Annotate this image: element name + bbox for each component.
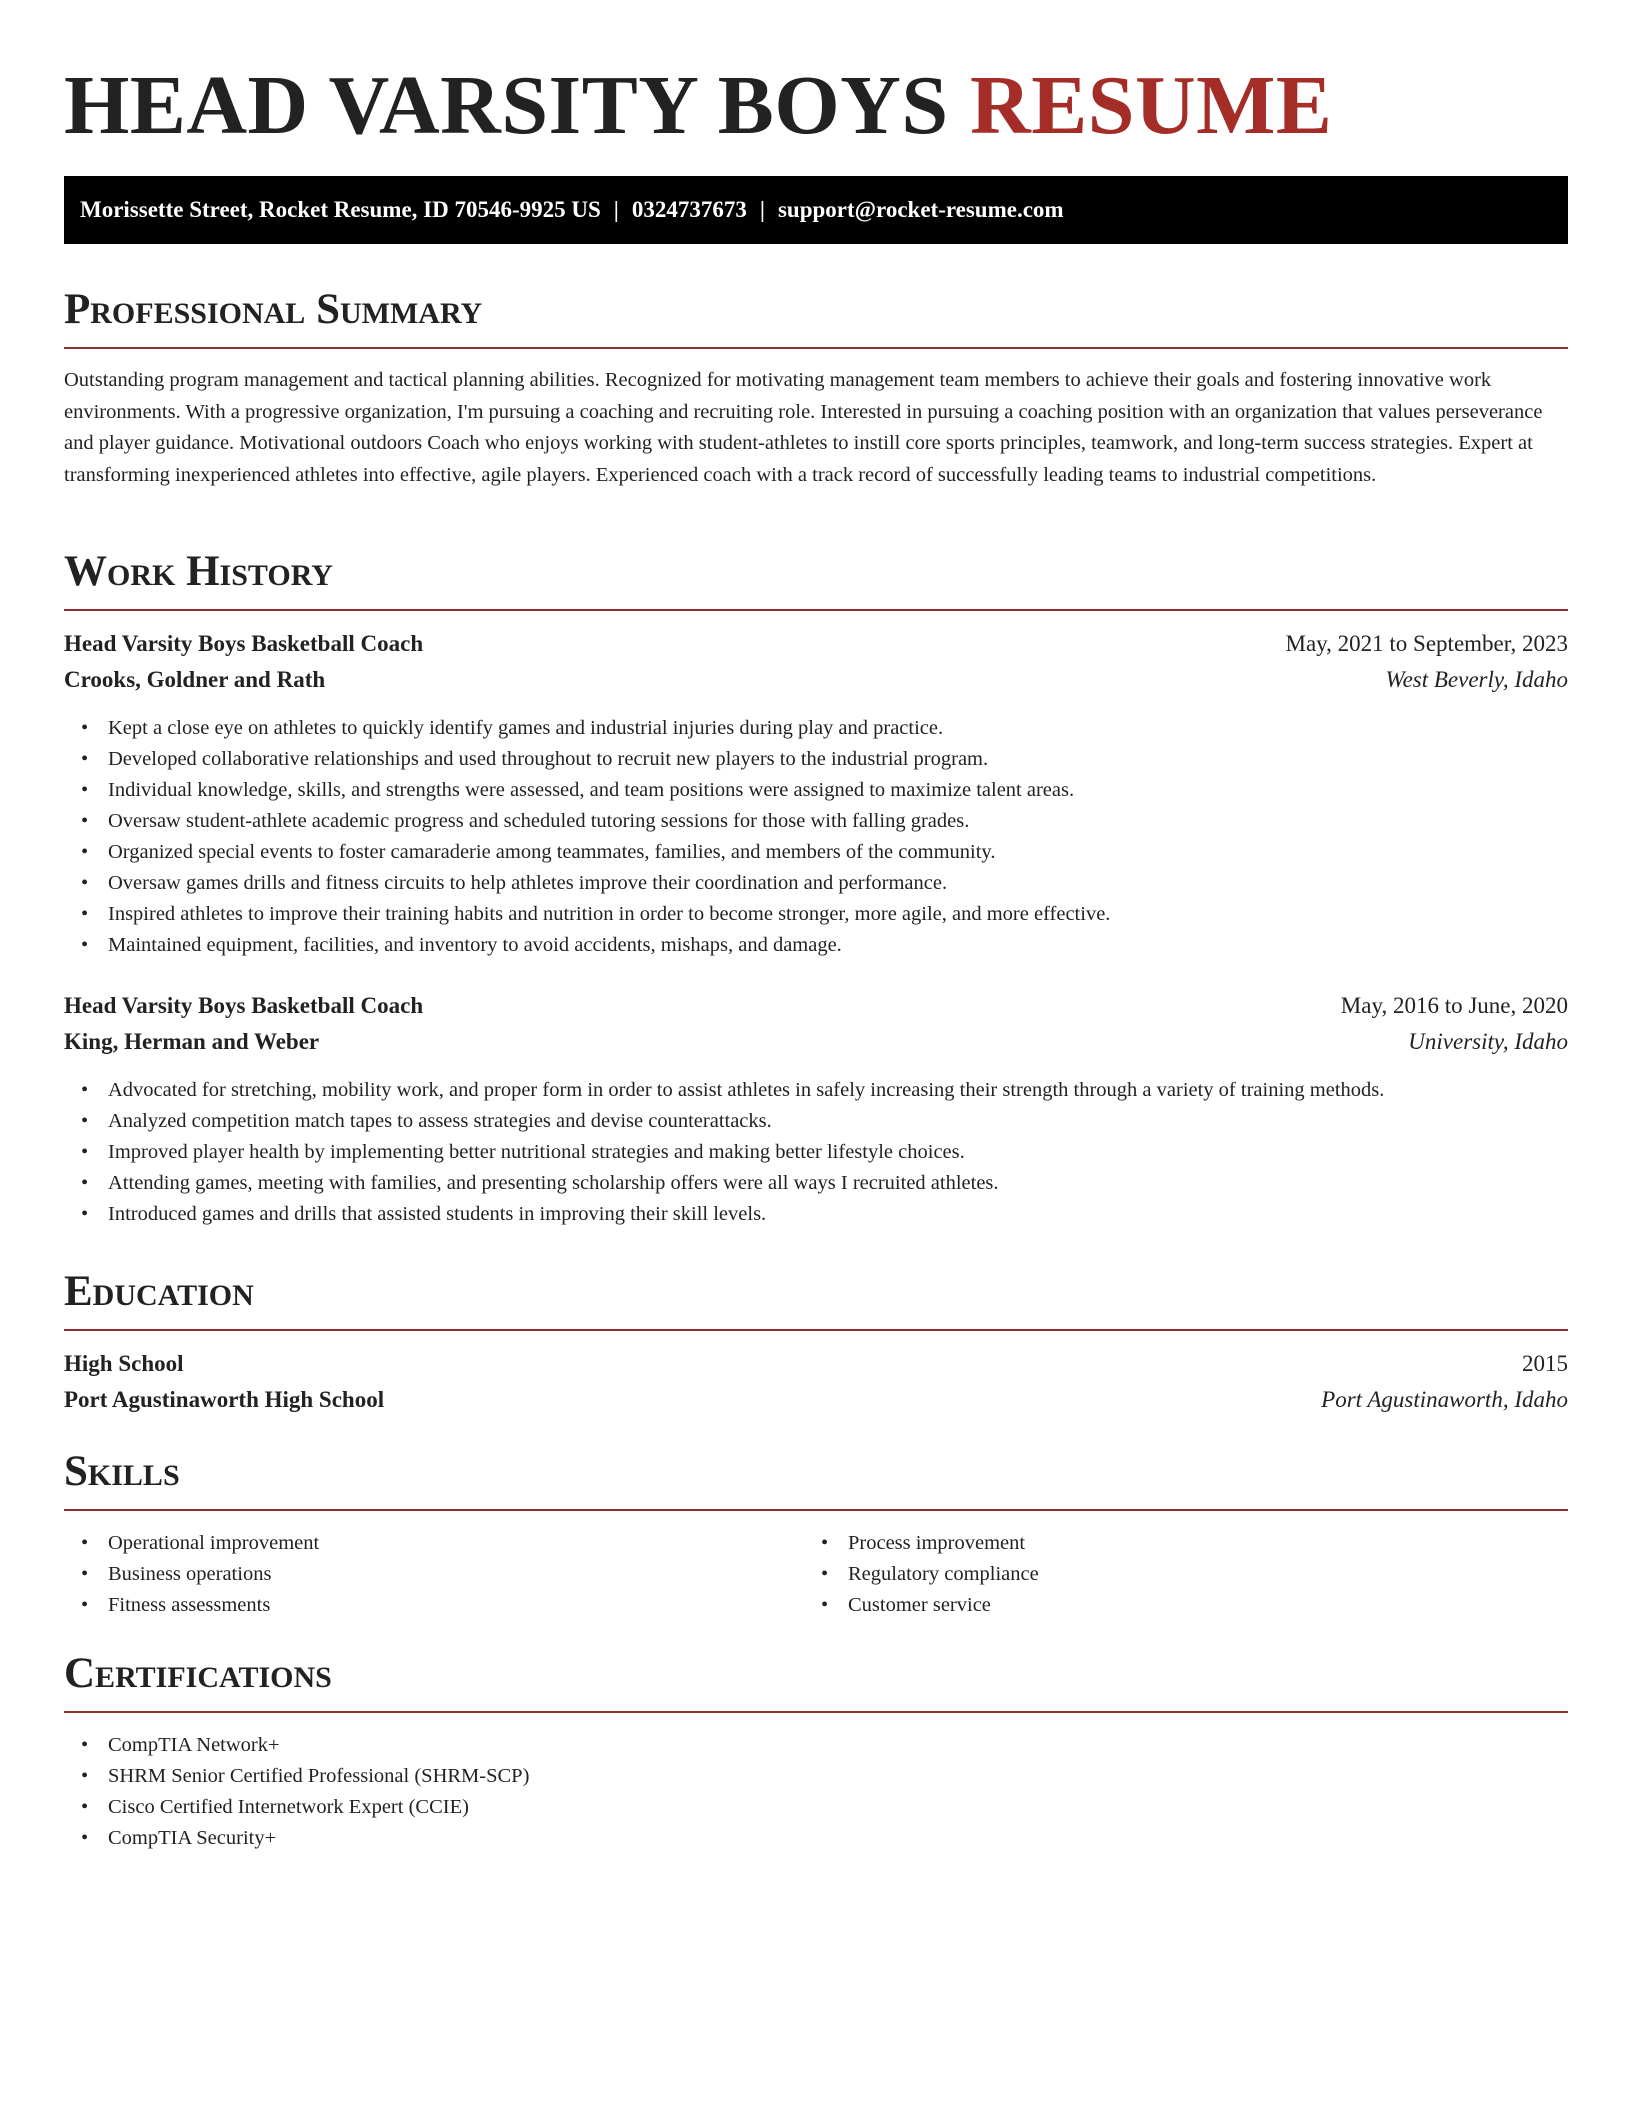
list-item: • Kept a close eye on athletes to quickly identify games and industrial injuries during play and practice.	[64, 713, 1110, 744]
job-1-title: Head Varsity Boys Basketball Coach	[64, 631, 424, 656]
list-item: • Improved player health by implementing better nutritional strategies and making better lifestyle choices.	[64, 1137, 1384, 1168]
list-item: • Maintained equipment, facilities, and inventory to avoid accidents, mishaps, and damage.	[64, 930, 1110, 961]
list-item: • Business operations	[64, 1559, 319, 1590]
list-item: • Analyzed competition match tapes to assess strategies and devise counterattacks.	[64, 1106, 1384, 1137]
list-item: • Developed collaborative relationships and used throughout to recruit new players to the industrial program.	[64, 744, 1110, 775]
contact-address: Morissette Street, Rocket Resume, ID 70546-9925 US	[80, 197, 601, 222]
list-item: • Cisco Certified Internetwork Expert (CCIE)	[64, 1792, 529, 1823]
list-item: • SHRM Senior Certified Professional (SHRM-SCP)	[64, 1761, 529, 1792]
job-2-duties	[64, 1075, 1384, 1230]
resume-title	[64, 56, 1332, 156]
job-2-location: University, Idaho	[1408, 1029, 1568, 1054]
section-divider	[64, 1711, 1568, 1713]
job-1-subheader	[64, 665, 1568, 695]
section-divider	[64, 609, 1568, 611]
summary-text: Outstanding program management and tactical planning abilities. Recognized for motivating management team members to achieve their goals and fostering innovative work environments. With a progressive organization, I'm pursuing a coaching and recruiting role. Interested in pursuing a coaching position with an organization that values perseverance and player guidance. Motivational outdoors Coach who enjoys working with student-athletes to instill core sports principles, teamwork, and long-term success strategies. Expert at transforming inexperienced athletes into effective, agile players. Experienced coach with a track record of successfully leading teams to industrial competitions.	[64, 369, 1543, 486]
job-1-dates: May, 2021 to September, 2023	[1285, 631, 1568, 656]
contact-bar	[64, 176, 1568, 244]
list-item: • Oversaw student-athlete academic progress and scheduled tutoring sessions for those with falling grades.	[64, 806, 1110, 837]
contact-separator: |	[613, 197, 619, 222]
list-item: • Introduced games and drills that assisted students in improving their skill levels.	[64, 1199, 1384, 1230]
list-item: • Regulatory compliance	[804, 1559, 1039, 1590]
education-school: Port Agustinaworth High School	[64, 1387, 385, 1412]
list-item: • Operational improvement	[64, 1528, 319, 1559]
contact-email: support@rocket-resume.com	[777, 197, 1064, 222]
list-item: • Inspired athletes to improve their training habits and nutrition in order to become stronger, more agile, and more effective.	[64, 899, 1110, 930]
skills-heading: Skills	[64, 1448, 180, 1495]
work-history-heading: Work History	[64, 548, 333, 595]
job-2-title: Head Varsity Boys Basketball Coach	[64, 993, 424, 1018]
education-heading: Education	[64, 1268, 254, 1315]
education-subheader	[64, 1385, 1568, 1415]
list-item: • Oversaw games drills and fitness circuits to help athletes improve their coordination and performance.	[64, 868, 1110, 899]
education-degree: High School	[64, 1351, 184, 1376]
list-item: • Attending games, meeting with families, and presenting scholarship offers were all ways I recruited athletes.	[64, 1168, 1384, 1199]
contact-separator: |	[759, 197, 765, 222]
section-divider	[64, 1329, 1568, 1331]
list-item: • Individual knowledge, skills, and strengths were assessed, and team positions were assigned to maximize talent areas.	[64, 775, 1110, 806]
job-2-dates: May, 2016 to June, 2020	[1340, 993, 1568, 1018]
contact-phone: 0324737673	[631, 197, 747, 222]
certifications-list	[64, 1730, 529, 1854]
skills-list-right	[804, 1528, 1039, 1621]
list-item: • Process improvement	[804, 1528, 1039, 1559]
section-divider	[64, 1509, 1568, 1511]
title-accent: RESUME	[970, 59, 1333, 152]
job-2-subheader	[64, 1027, 1568, 1057]
job-2-company: King, Herman and Weber	[64, 1029, 320, 1054]
education-location: Port Agustinaworth, Idaho	[1321, 1387, 1568, 1412]
certifications-heading: Certifications	[64, 1650, 332, 1697]
job-1-location: West Beverly, Idaho	[1385, 667, 1568, 692]
list-item: • Customer service	[804, 1590, 1039, 1621]
job-1-header	[64, 629, 1568, 659]
job-1-company: Crooks, Goldner and Rath	[64, 667, 326, 692]
summary-heading: Professional Summary	[64, 286, 483, 333]
title-main: HEAD VARSITY BOYS	[64, 59, 949, 152]
job-2-header	[64, 991, 1568, 1021]
list-item: • CompTIA Network+	[64, 1730, 529, 1761]
education-header	[64, 1349, 1568, 1379]
list-item: • Organized special events to foster camaraderie among teammates, families, and members of the community.	[64, 837, 1110, 868]
section-divider	[64, 347, 1568, 349]
list-item: • Advocated for stretching, mobility work, and proper form in order to assist athletes in safely increasing their strength through a variety of training methods.	[64, 1075, 1384, 1106]
list-item: • Fitness assessments	[64, 1590, 319, 1621]
education-year: 2015	[1522, 1351, 1568, 1376]
list-item: • CompTIA Security+	[64, 1823, 529, 1854]
skills-list-left	[64, 1528, 319, 1621]
job-1-duties	[64, 713, 1110, 961]
